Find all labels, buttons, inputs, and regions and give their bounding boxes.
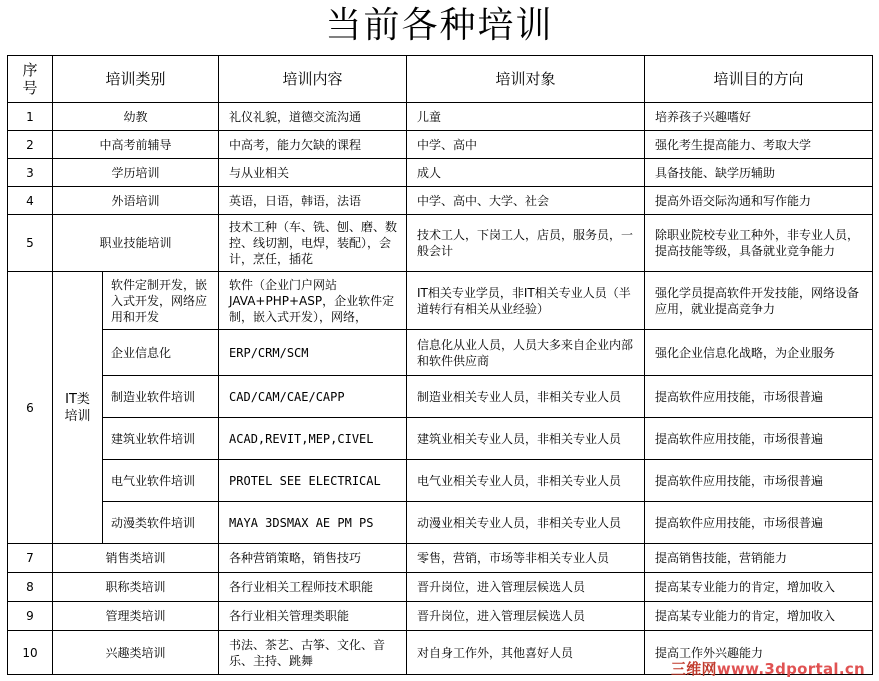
seq-cell: 10 (8, 631, 53, 675)
target-cell: 晋升岗位，进入管理层候选人员 (407, 602, 645, 631)
it-subcategory-cell: 动漫类软件培训 (103, 502, 219, 544)
seq-cell: 2 (8, 131, 53, 159)
category-cell: 外语培训 (53, 187, 219, 215)
goal-cell: 提高外语交际沟通和写作能力 (645, 187, 873, 215)
content-cell: 技术工种（车、铣、刨、磨、数控、线切割，电焊，装配），会计，烹任，插花 (219, 215, 407, 272)
it-subcategory-cell: 建筑业软件培训 (103, 418, 219, 460)
target-cell: 技术工人，下岗工人，店员，服务员，一般会计 (407, 215, 645, 272)
category-cell: 幼教 (53, 103, 219, 131)
table-row (8, 602, 873, 631)
category-cell: 学历培训 (53, 159, 219, 187)
header-target: 培训对象 (407, 56, 645, 103)
seq-cell: 9 (8, 602, 53, 631)
target-cell: 中学、高中、大学、社会 (407, 187, 645, 215)
it-subrow (8, 418, 873, 460)
goal-cell: 提高某专业能力的肯定，增加收入 (645, 573, 873, 602)
it-subrow (8, 272, 873, 330)
it-subcategory-cell: 企业信息化 (103, 330, 219, 376)
content-cell: ACAD,REVIT,MEP,CIVEL (219, 418, 407, 460)
it-subrow (8, 460, 873, 502)
category-cell: 中高考前辅导 (53, 131, 219, 159)
category-cell: 销售类培训 (53, 544, 219, 573)
it-subcategory-cell: 软件定制开发，嵌入式开发，网络应用和开发 (103, 272, 219, 330)
target-cell: 成人 (407, 159, 645, 187)
site-watermark (671, 658, 865, 679)
table-row (8, 103, 873, 131)
table-row (8, 131, 873, 159)
goal-cell: 强化学员提高软件开发技能，网络设备应用，就业提高竞争力 (645, 272, 873, 330)
goal-cell: 除职业院校专业工种外，非专业人员，提高技能等级，具备就业竞争能力 (645, 215, 873, 272)
it-subcategory-cell: 电气业软件培训 (103, 460, 219, 502)
content-cell: ERP/CRM/SCM (219, 330, 407, 376)
goal-cell: 具备技能、缺学历辅助 (645, 159, 873, 187)
target-cell: 中学、高中 (407, 131, 645, 159)
it-category-cell: IT类 培训 (53, 272, 103, 544)
goal-cell: 提高工作外兴趣能力 (645, 631, 873, 675)
content-cell: 各行业相关工程师技术职能 (219, 573, 407, 602)
target-cell: 对自身工作外，其他喜好人员 (407, 631, 645, 675)
content-cell: CAD/CAM/CAE/CAPP (219, 376, 407, 418)
goal-cell: 提高软件应用技能，市场很普遍 (645, 460, 873, 502)
seq-cell: 1 (8, 103, 53, 131)
category-cell: 管理类培训 (53, 602, 219, 631)
seq-cell: 7 (8, 544, 53, 573)
target-cell: 制造业相关专业人员，非相关专业人员 (407, 376, 645, 418)
table-row (8, 187, 873, 215)
content-cell: 中高考，能力欠缺的课程 (219, 131, 407, 159)
target-cell: 电气业相关专业人员，非相关专业人员 (407, 460, 645, 502)
page-title: 当前各种培训 (325, 5, 554, 46)
content-cell: MAYA 3DSMAX AE PM PS (219, 502, 407, 544)
seq-cell: 5 (8, 215, 53, 272)
header-row (8, 56, 873, 103)
watermark-brand: 三维网 (670, 660, 717, 678)
table-row (8, 544, 873, 573)
seq-cell: 8 (8, 573, 53, 602)
it-subrow (8, 330, 873, 376)
watermark-url: www.3dportal.cn (716, 660, 865, 678)
category-cell: 职称类培训 (53, 573, 219, 602)
content-cell: 与从业相关 (219, 159, 407, 187)
content-cell: PROTEL SEE ELECTRICAL (219, 460, 407, 502)
goal-cell: 提高销售技能，营销能力 (645, 544, 873, 573)
header-seq: 序 号 (8, 56, 53, 103)
content-cell: 软件（企业门户网站JAVA+PHP+ASP，企业软件定制，嵌入式开发），网络， (219, 272, 407, 330)
table-row (8, 159, 873, 187)
target-cell: 晋升岗位，进入管理层候选人员 (407, 573, 645, 602)
header-goal: 培训目的方向 (645, 56, 873, 103)
content-cell: 书法、茶艺、古筝、文化、音乐、主持、跳舞 (219, 631, 407, 675)
seq-cell: 4 (8, 187, 53, 215)
seq-cell: 3 (8, 159, 53, 187)
target-cell: 零售，营销，市场等非相关专业人员 (407, 544, 645, 573)
content-cell: 礼仪礼貌，道德交流沟通 (219, 103, 407, 131)
content-cell: 英语，日语，韩语，法语 (219, 187, 407, 215)
category-cell: 兴趣类培训 (53, 631, 219, 675)
training-table (7, 55, 873, 675)
target-cell: IT相关专业学员，非IT相关专业人员（半道转行有相关从业经验） (407, 272, 645, 330)
header-content: 培训内容 (219, 56, 407, 103)
seq-cell: 6 (8, 272, 53, 544)
goal-cell: 强化企业信息化战略，为企业服务 (645, 330, 873, 376)
goal-cell: 提高软件应用技能，市场很普遍 (645, 418, 873, 460)
goal-cell: 培养孩子兴趣嗜好 (645, 103, 873, 131)
goal-cell: 强化考生提高能力、考取大学 (645, 131, 873, 159)
goal-cell: 提高某专业能力的肯定，增加收入 (645, 602, 873, 631)
table-row (8, 215, 873, 272)
goal-cell: 提高软件应用技能，市场很普遍 (645, 502, 873, 544)
target-cell: 建筑业相关专业人员，非相关专业人员 (407, 418, 645, 460)
target-cell: 信息化从业人员，人员大多来自企业内部和软件供应商 (407, 330, 645, 376)
content-cell: 各种营销策略，销售技巧 (219, 544, 407, 573)
target-cell: 儿童 (407, 103, 645, 131)
target-cell: 动漫业相关专业人员，非相关专业人员 (407, 502, 645, 544)
category-cell: 职业技能培训 (53, 215, 219, 272)
it-subcategory-cell: 制造业软件培训 (103, 376, 219, 418)
it-subrow (8, 502, 873, 544)
header-category: 培训类别 (53, 56, 219, 103)
it-subrow (8, 376, 873, 418)
goal-cell: 提高软件应用技能，市场很普遍 (645, 376, 873, 418)
content-cell: 各行业相关管理类职能 (219, 602, 407, 631)
table-row (8, 573, 873, 602)
